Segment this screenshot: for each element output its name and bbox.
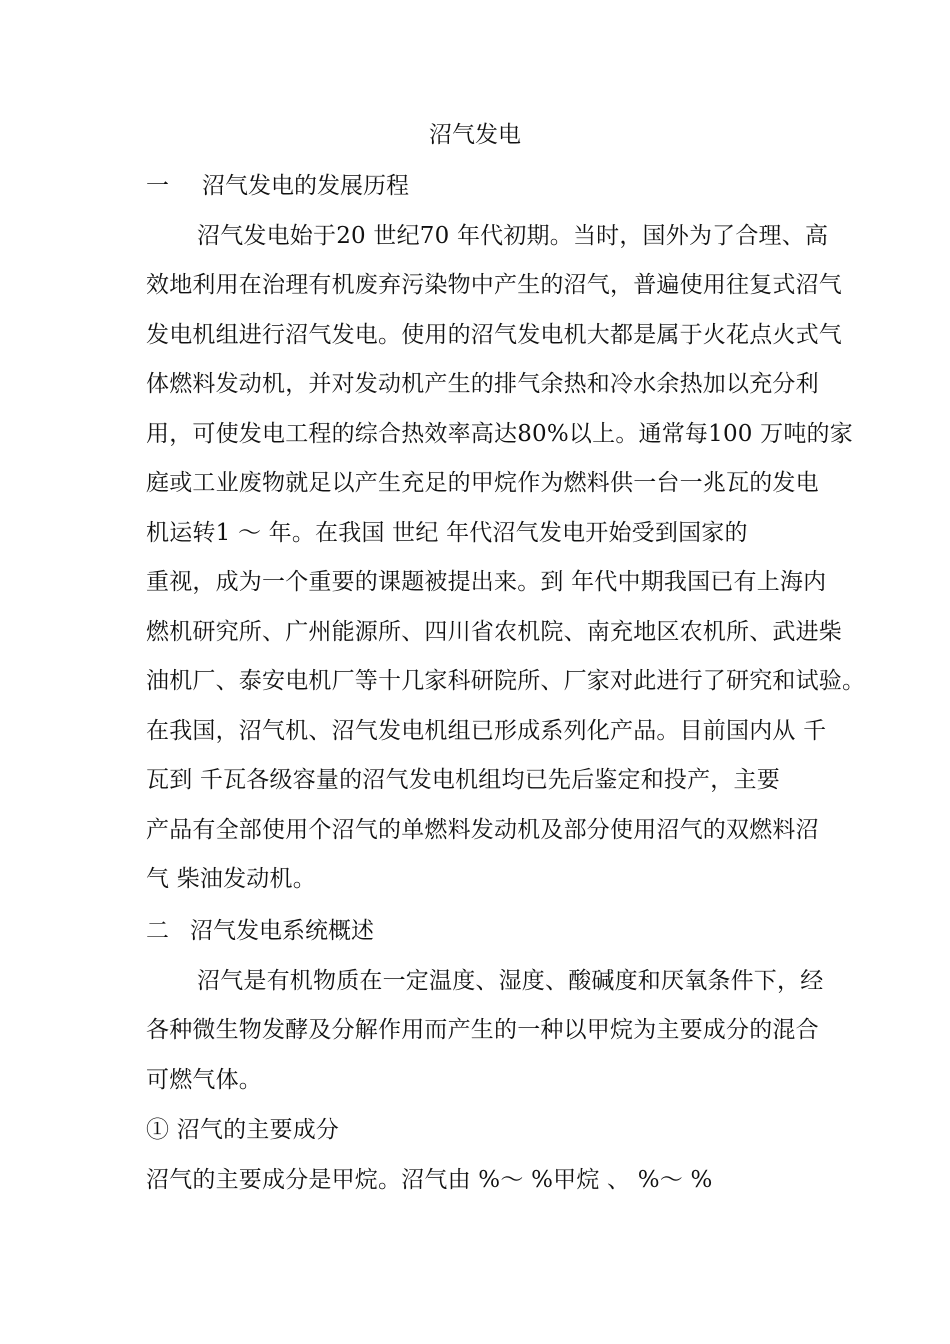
section-1-line: 在我国，沼气机、沼气发电机组已形成系列化产品。目前国内从 千 <box>146 718 827 744</box>
section-1-line: 气 柴油发动机。 <box>146 866 316 892</box>
section-2-line: 各种微生物发酵及分解作用而产生的一种以甲烷为主要成分的混合 <box>146 1017 819 1043</box>
section-1-line: 用，可使发电工程的综合热效率高达80%以上。通常每100 万吨的家 <box>146 421 853 447</box>
subsection-1-heading: ① 沼气的主要成分 <box>146 1117 340 1143</box>
section-1-line: 沼气发电始于20 世纪70 年代初期。当时，国外为了合理、高 <box>197 223 829 249</box>
section-1-line: 庭或工业废物就足以产生充足的甲烷作为燃料供一台一兆瓦的发电 <box>146 470 819 496</box>
section-1-line: 体燃料发动机，并对发动机产生的排气余热和冷水余热加以充分利 <box>146 371 819 397</box>
section-2-line: 可燃气体。 <box>146 1067 262 1093</box>
section-1-line: 发电机组进行沼气发电。使用的沼气发电机大都是属于火花点火式气 <box>146 322 842 348</box>
section-2-heading: 沼气发电系统概述 <box>190 918 374 944</box>
section-2-line: 沼气是有机物质在一定温度、湿度、酸碱度和厌氧条件下，经 <box>197 968 824 994</box>
document-title: 沼气发电 <box>429 122 521 148</box>
section-1-line: 油机厂、泰安电机厂等十几家科研院所、厂家对此进行了研究和试验。 <box>146 668 866 694</box>
subsection-1-line: 沼气的主要成分是甲烷。沼气由 %～ %甲烷 、 %～ % <box>146 1167 713 1193</box>
section-1-number: 一 <box>146 173 169 199</box>
section-1-line: 重视，成为一个重要的课题被提出来。到 年代中期我国已有上海内 <box>146 569 827 595</box>
section-1-line: 瓦到 千瓦各级容量的沼气发电机组均已先后鉴定和投产，主要 <box>146 767 780 793</box>
section-1-line: 产品有全部使用个沼气的单燃料发动机及部分使用沼气的双燃料沼 <box>146 817 819 843</box>
section-1-line: 燃机研究所、广州能源所、四川省农机院、南充地区农机所、武进柴 <box>146 619 842 645</box>
section-1-heading: 沼气发电的发展历程 <box>202 173 409 199</box>
section-1-line: 机运转1 ～ 年。在我国 世纪 年代沼气发电开始受到国家的 <box>146 520 748 546</box>
section-2-number: 二 <box>146 918 169 944</box>
section-1-line: 效地利用在治理有机废弃污染物中产生的沼气，普遍使用往复式沼气 <box>146 272 842 298</box>
